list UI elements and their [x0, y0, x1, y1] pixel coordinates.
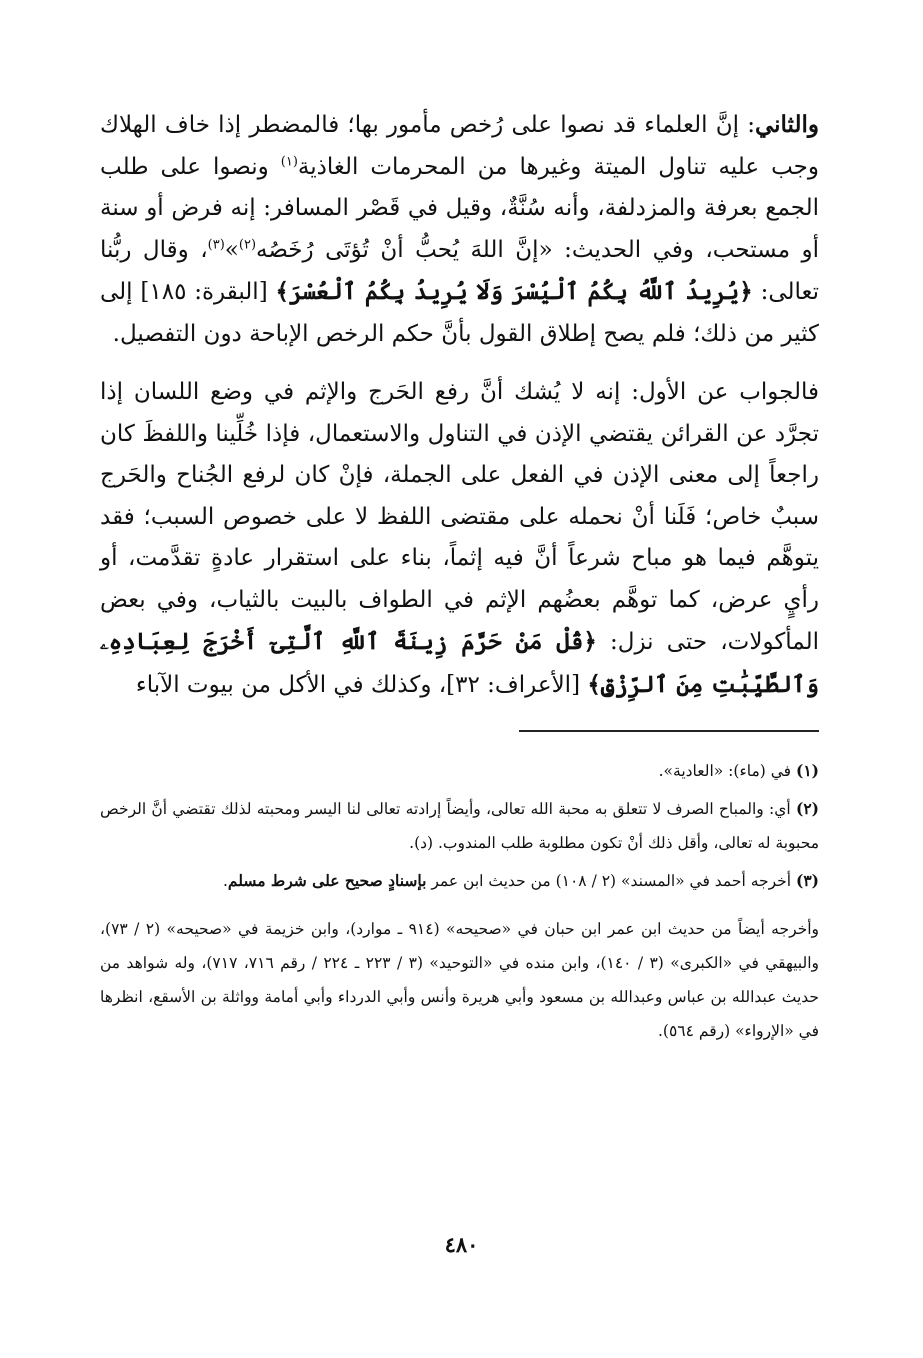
footnote-bold-text: بإسنادٍ صحيح على شرط مسلم	[227, 871, 427, 890]
quran-verse: ﴿يُرِيدُ ٱللَّهُ بِكُمُ ٱلْيُسْرَ وَلَا يُرِيدُ بِكُمُ ٱلْعُسْرَ﴾	[275, 278, 753, 305]
footnote-ref[interactable]: (٣)	[207, 236, 225, 252]
footnote-text: أخرجه أحمد في «المسند» (٢ / ١٠٨) من حديث ابن عمر	[426, 872, 796, 890]
footnote-text: .	[222, 872, 228, 890]
page-number: ٤٨٠	[444, 1232, 479, 1257]
footnote-text: أي: والمباح الصرف لا تتعلق به محبة الله تعالى، وأيضاً إرادته تعالى لنا اليسر ومحبته لذلك تقتضي أنَّ الرخص محبوبة له تعالى، وأقل ذلك أنْ تكون مطلوبة طلب المندوب. (د).	[100, 800, 819, 852]
paragraph-text: فالجواب عن الأول: إنه لا يُشك أنَّ رفع الحَرج والإثم في وضع اللسان إذا تجرَّد عن القرائن يقتضي الإذن في التناول والاستعمال، فإذا خُلِّينا واللفظَ كان راجعاً إلى معنى الإذن في الفعل على الجملة، فإنْ كان لرفع الجُناح والحَرج سببٌ خاص؛ فَلَنا أنْ نحمله على مقتضى اللفظ لا على خصوص السبب؛ فقد يتوهَّم فيما هو مباح شرعاً أنَّ فيه إثماً، بناء على استقرار عادةٍ تقدَّمت، أو رأيٍ عرض، كما توهَّم بعضُهم الإثم في الطواف بالبيت بالثياب، وفي بعض المأكولات، حتى نزل:	[100, 379, 819, 655]
paragraph-text: [البقرة: ١٨٥] إلى كثير من ذلك؛ فلم يصح إطلاق القول بأنَّ حكم الرخص الإباحة دون التفصيل.	[100, 279, 819, 347]
paragraph-text: : إنَّ العلماء قد نصوا على رُخص مأمور بها؛ فالمضطر إذا خاف الهلاك وجب عليه تناول الميتة وغيرها من المحرمات الغاذية	[100, 112, 819, 180]
paragraph-text: ، وقال ربُّنا تعالى:	[100, 236, 820, 305]
footnote-text: في (ماء): «العادية».	[658, 762, 796, 780]
footnote-ref[interactable]: (١)	[280, 153, 298, 169]
footnote-3-continuation: وأخرجه أيضاً من حديث ابن عمر ابن حبان في «صحيحه» (٩١٤ ـ موارد)، وابن خزيمة في «صحيحه» (٢ / ٧٣)، والبيهقي في «الكبرى» (٣ / ١٤٠)، وابن منده في «التوحيد» (٣ / ٢٢٣ ـ ٢٢٤ / رقم ٧١٦، ٧١٧)، وله شواهد من حديث عبدالله بن عباس وعبدالله بن مسعود وأبي هريرة وأنس وأبي الدرداء وأبي أمامة وواثلة بن الأسقع، انظرها في «الإرواء» (رقم ٥٦٤).	[100, 920, 820, 1040]
paragraph-text: ونصوا على طلب الجمع بعرفة والمزدلفة، وأنه سُنَّةٌ، وقيل في قَصْر المسافر: إنه فرض أو سنة أو مستحب، وفي الحديث: «إنَّ اللهَ يُحبُّ أنْ تُؤتَى رُخَصُه	[100, 153, 819, 263]
footnote-number: (٢)	[795, 799, 819, 818]
paragraph-text: »	[224, 236, 239, 263]
footnote-number: (٣)	[795, 871, 819, 890]
body-paragraph-1	[100, 104, 819, 355]
footnote-divider	[519, 730, 819, 732]
paragraph-text: [الأعراف: ٣٢]، وكذلك في الأكل من بيوت الآباء	[135, 671, 588, 698]
footnote-number: (١)	[795, 761, 819, 780]
quran-verse: ﴿قُلْ مَنْ حَرَّمَ زِينَةَ ٱللَّهِ ٱلَّتِىٓ أَخْرَجَ لِعِبَادِهِۦ وَٱلطَّيِّبَٰتِ مِنَ ٱلرِّزْقِ﴾	[100, 628, 819, 698]
paragraph-lead-word: والثاني	[754, 111, 819, 138]
footnote-2	[100, 792, 819, 860]
footnote-3	[100, 864, 819, 898]
footnote-ref[interactable]: (٢)	[238, 236, 257, 252]
body-paragraph-2	[100, 372, 819, 706]
footnote-1	[100, 754, 819, 788]
footnotes-section	[100, 754, 819, 1048]
